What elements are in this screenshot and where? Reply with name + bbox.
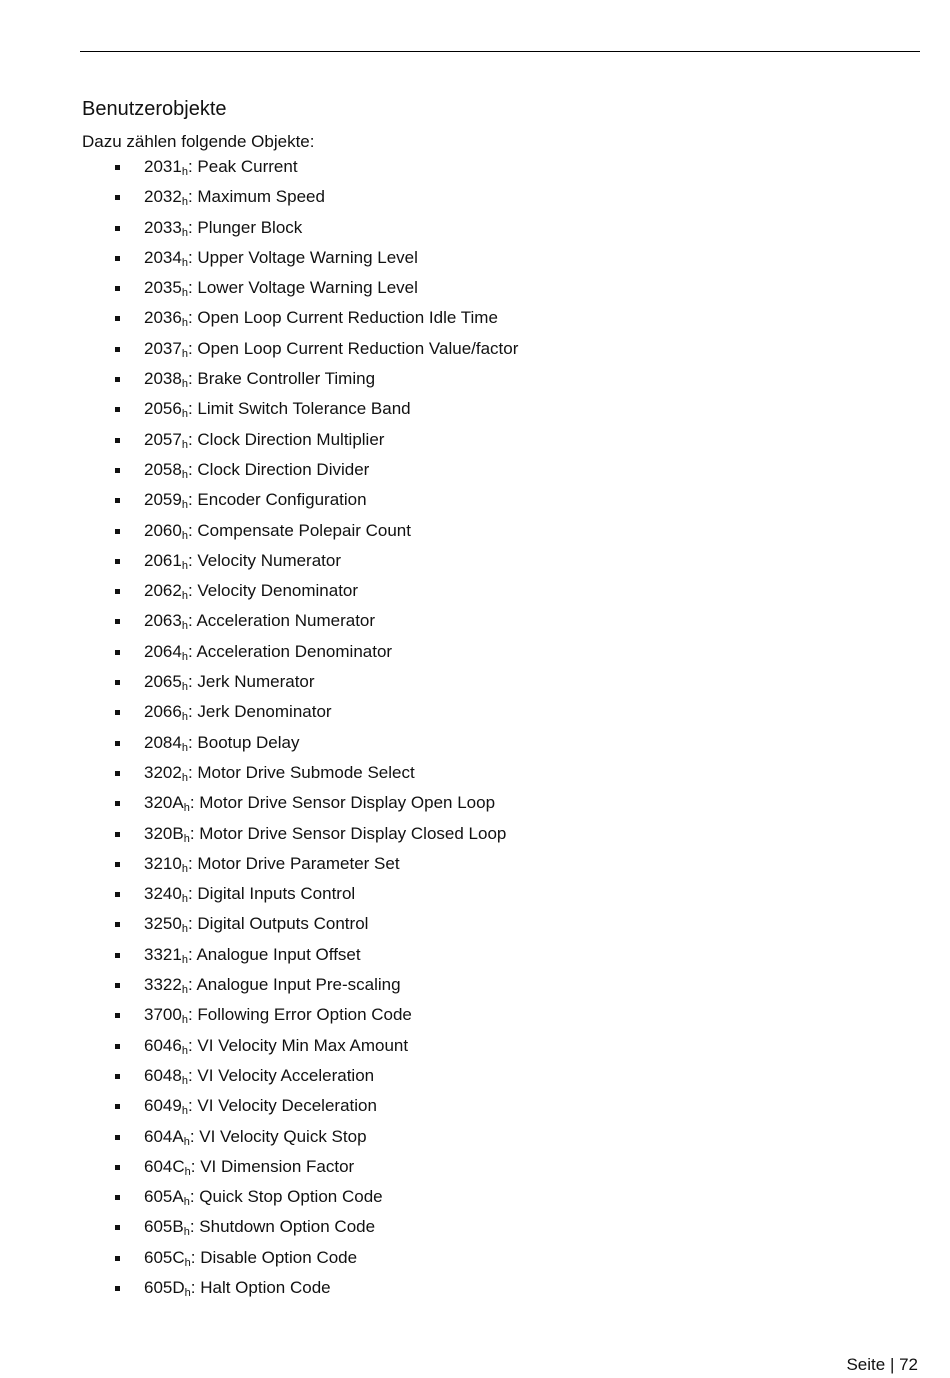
object-label: : Jerk Denominator: [187, 702, 332, 722]
object-label: : Shutdown Option Code: [189, 1217, 376, 1237]
object-entry: [144, 911, 368, 937]
object-label: : Peak Current: [187, 157, 298, 176]
object-entry: [144, 487, 367, 513]
hex-suffix: h: [183, 1196, 190, 1209]
object-entry: [144, 1063, 374, 1089]
object-label: : Analogue Input Pre-scaling: [187, 975, 401, 995]
square-bullet-icon: [115, 407, 120, 412]
object-entry: [144, 669, 315, 695]
hex-suffix: h: [183, 802, 190, 815]
object-label: : Digital Outputs Control: [187, 914, 369, 934]
object-code: 3700: [144, 1005, 182, 1025]
square-bullet-icon: [115, 710, 120, 715]
object-entry: [144, 154, 298, 180]
object-entry: [144, 245, 418, 271]
square-bullet-icon: [115, 256, 120, 261]
object-entry: [144, 184, 325, 210]
object-label: : Analogue Input Offset: [187, 944, 361, 964]
hex-suffix: h: [181, 741, 188, 754]
square-bullet-icon: [115, 771, 120, 776]
hex-suffix: h: [181, 620, 188, 633]
object-label: : VI Dimension Factor: [190, 1156, 355, 1176]
object-code: 3321: [144, 944, 182, 964]
object-label: : Upper Voltage Warning Level: [187, 247, 418, 267]
hex-suffix: h: [181, 196, 188, 209]
object-entry: [144, 942, 361, 968]
hex-suffix: h: [181, 681, 188, 694]
object-label: : Halt Option Code: [190, 1277, 331, 1297]
object-entry: [144, 366, 375, 392]
object-code: 6048: [144, 1065, 182, 1085]
object-code: 3250: [144, 914, 182, 934]
object-label: : Maximum Speed: [187, 187, 325, 207]
object-code: 605B: [144, 1217, 184, 1237]
object-code: 2060: [144, 520, 182, 540]
object-label: : VI Velocity Min Max Amount: [187, 1035, 409, 1055]
header-divider: [80, 51, 920, 52]
hex-suffix: h: [181, 559, 188, 572]
object-label: : Open Loop Current Reduction Idle Time: [187, 308, 498, 328]
object-entry: [144, 699, 332, 725]
object-entry: [144, 1214, 375, 1240]
square-bullet-icon: [115, 862, 120, 867]
square-bullet-icon: [115, 316, 120, 321]
object-label: : Quick Stop Option Code: [189, 1187, 383, 1207]
object-label: : Encoder Configuration: [187, 490, 367, 510]
hex-suffix: h: [181, 499, 188, 512]
object-entry: [144, 760, 415, 786]
hex-suffix: h: [181, 226, 188, 239]
object-label: : VI Velocity Quick Stop: [189, 1126, 367, 1146]
square-bullet-icon: [115, 1135, 120, 1140]
square-bullet-icon: [115, 347, 120, 352]
object-code: 320A: [144, 793, 184, 813]
square-bullet-icon: [115, 892, 120, 897]
object-entry: [144, 336, 518, 362]
object-label: : Disable Option Code: [190, 1247, 358, 1267]
hex-suffix: h: [184, 1286, 191, 1299]
object-entry: [144, 639, 392, 665]
object-entry: [144, 1154, 354, 1180]
object-code: 3322: [144, 975, 182, 995]
hex-suffix: h: [181, 1014, 188, 1027]
object-label: : Following Error Option Code: [187, 1005, 412, 1025]
square-bullet-icon: [115, 801, 120, 806]
object-entry: [144, 972, 401, 998]
object-entry: [144, 396, 411, 422]
object-label: : Limit Switch Tolerance Band: [187, 399, 411, 419]
hex-suffix: h: [181, 771, 188, 784]
object-entry: [144, 1124, 367, 1150]
hex-suffix: h: [181, 378, 188, 391]
object-entry: [144, 1245, 357, 1271]
object-entry: [144, 730, 299, 756]
hex-suffix: h: [181, 468, 188, 481]
square-bullet-icon: [115, 832, 120, 837]
hex-suffix: h: [181, 438, 188, 451]
object-entry: [144, 548, 341, 574]
object-entry: [144, 275, 418, 301]
object-code: 2057: [144, 429, 182, 449]
object-entry: [144, 790, 495, 816]
object-code: 2084: [144, 732, 182, 752]
hex-suffix: h: [181, 287, 188, 300]
object-code: 2064: [144, 641, 182, 661]
object-label: : Clock Direction Divider: [187, 459, 370, 479]
object-code: 2036: [144, 308, 182, 328]
object-entry: [144, 1275, 331, 1301]
intro-text: Dazu zählen folgende Objekte:: [82, 132, 315, 151]
object-code: 2034: [144, 247, 182, 267]
object-code: 605A: [144, 1187, 184, 1207]
object-code: 605D: [144, 1277, 185, 1297]
object-code: 2058: [144, 459, 182, 479]
object-code: 320B: [144, 823, 184, 843]
object-label: : Motor Drive Submode Select: [187, 762, 415, 782]
hex-suffix: h: [181, 862, 188, 875]
object-code: 2056: [144, 399, 182, 419]
square-bullet-icon: [115, 438, 120, 443]
square-bullet-icon: [115, 741, 120, 746]
hex-suffix: h: [181, 408, 188, 421]
hex-suffix: h: [181, 529, 188, 542]
square-bullet-icon: [115, 953, 120, 958]
object-code: 2066: [144, 702, 182, 722]
hex-suffix: h: [181, 711, 188, 724]
hex-suffix: h: [181, 984, 188, 997]
object-code: 2037: [144, 338, 182, 358]
hex-suffix: h: [183, 1226, 190, 1239]
square-bullet-icon: [115, 922, 120, 927]
hex-suffix: h: [184, 1256, 191, 1269]
object-entry: [144, 1093, 377, 1119]
object-code: 2065: [144, 672, 182, 692]
square-bullet-icon: [115, 680, 120, 685]
hex-suffix: h: [181, 1044, 188, 1057]
hex-suffix: h: [181, 317, 188, 330]
object-entry: [144, 457, 369, 483]
square-bullet-icon: [115, 983, 120, 988]
hex-suffix: h: [181, 893, 188, 906]
object-label: : Plunger Block: [187, 217, 303, 237]
hex-suffix: h: [181, 1074, 188, 1087]
square-bullet-icon: [115, 619, 120, 624]
object-code: 3240: [144, 884, 182, 904]
square-bullet-icon: [115, 195, 120, 200]
object-entry: [144, 518, 411, 544]
object-entry: [144, 851, 400, 877]
hex-suffix: h: [181, 166, 188, 178]
hex-suffix: h: [183, 1135, 190, 1148]
square-bullet-icon: [115, 1165, 120, 1170]
square-bullet-icon: [115, 589, 120, 594]
object-code: 2038: [144, 369, 182, 389]
square-bullet-icon: [115, 529, 120, 534]
object-label: : Open Loop Current Reduction Value/factor: [187, 338, 519, 358]
square-bullet-icon: [115, 1195, 120, 1200]
object-label: : Digital Inputs Control: [187, 884, 356, 904]
square-bullet-icon: [115, 377, 120, 382]
object-code: 2031: [144, 157, 182, 176]
object-label: : Velocity Denominator: [187, 581, 359, 601]
square-bullet-icon: [115, 650, 120, 655]
object-code: 2033: [144, 217, 182, 237]
hex-suffix: h: [181, 650, 188, 663]
object-label: : Clock Direction Multiplier: [187, 429, 385, 449]
object-label: : Acceleration Numerator: [187, 611, 376, 631]
object-code: 2063: [144, 611, 182, 631]
object-code: 2032: [144, 187, 182, 207]
square-bullet-icon: [115, 1013, 120, 1018]
square-bullet-icon: [115, 286, 120, 291]
object-label: : Lower Voltage Warning Level: [187, 278, 418, 298]
object-entry: [144, 1184, 383, 1210]
object-label: : Velocity Numerator: [187, 550, 342, 570]
square-bullet-icon: [115, 1256, 120, 1261]
object-code: 604A: [144, 1126, 184, 1146]
object-entry: [144, 1002, 412, 1028]
square-bullet-icon: [115, 1074, 120, 1079]
object-entry: [144, 881, 355, 907]
object-label: : VI Velocity Deceleration: [187, 1096, 377, 1116]
object-label: : Compensate Polepair Count: [187, 520, 411, 540]
object-entry: [144, 821, 506, 847]
section-heading: Benutzerobjekte: [82, 98, 227, 120]
hex-suffix: h: [181, 590, 188, 603]
object-code: 6049: [144, 1096, 182, 1116]
square-bullet-icon: [115, 498, 120, 503]
hex-suffix: h: [183, 832, 190, 845]
object-entry: [144, 1033, 408, 1059]
object-entry: [144, 305, 498, 331]
object-code: 2059: [144, 490, 182, 510]
hex-suffix: h: [181, 1105, 188, 1118]
square-bullet-icon: [115, 226, 120, 231]
hex-suffix: h: [181, 923, 188, 936]
object-label: : Brake Controller Timing: [187, 369, 376, 389]
hex-suffix: h: [181, 347, 188, 360]
square-bullet-icon: [115, 165, 120, 170]
hex-suffix: h: [181, 256, 188, 269]
object-code: 605C: [144, 1247, 185, 1267]
object-label: : VI Velocity Acceleration: [187, 1065, 375, 1085]
square-bullet-icon: [115, 1225, 120, 1230]
object-label: : Motor Drive Sensor Display Closed Loop: [189, 823, 507, 843]
object-label: : Motor Drive Parameter Set: [187, 853, 400, 873]
object-label: : Motor Drive Sensor Display Open Loop: [189, 793, 496, 813]
hex-suffix: h: [181, 953, 188, 966]
square-bullet-icon: [115, 559, 120, 564]
object-code: 2035: [144, 278, 182, 298]
object-code: 2062: [144, 581, 182, 601]
square-bullet-icon: [115, 1286, 120, 1291]
hex-suffix: h: [184, 1165, 191, 1178]
object-entry: [144, 215, 302, 241]
page-number: Seite | 72: [846, 1355, 918, 1374]
object-label: : Jerk Numerator: [187, 672, 315, 692]
object-code: 3210: [144, 853, 182, 873]
object-code: 6046: [144, 1035, 182, 1055]
square-bullet-icon: [115, 468, 120, 473]
object-entry: [144, 608, 375, 634]
object-code: 604C: [144, 1156, 185, 1176]
object-label: : Acceleration Denominator: [187, 641, 393, 661]
object-code: 2061: [144, 550, 182, 570]
object-label: : Bootup Delay: [187, 732, 300, 752]
square-bullet-icon: [115, 1044, 120, 1049]
square-bullet-icon: [115, 1104, 120, 1109]
object-entry: [144, 578, 358, 604]
object-entry: [144, 427, 384, 453]
object-code: 3202: [144, 762, 182, 782]
